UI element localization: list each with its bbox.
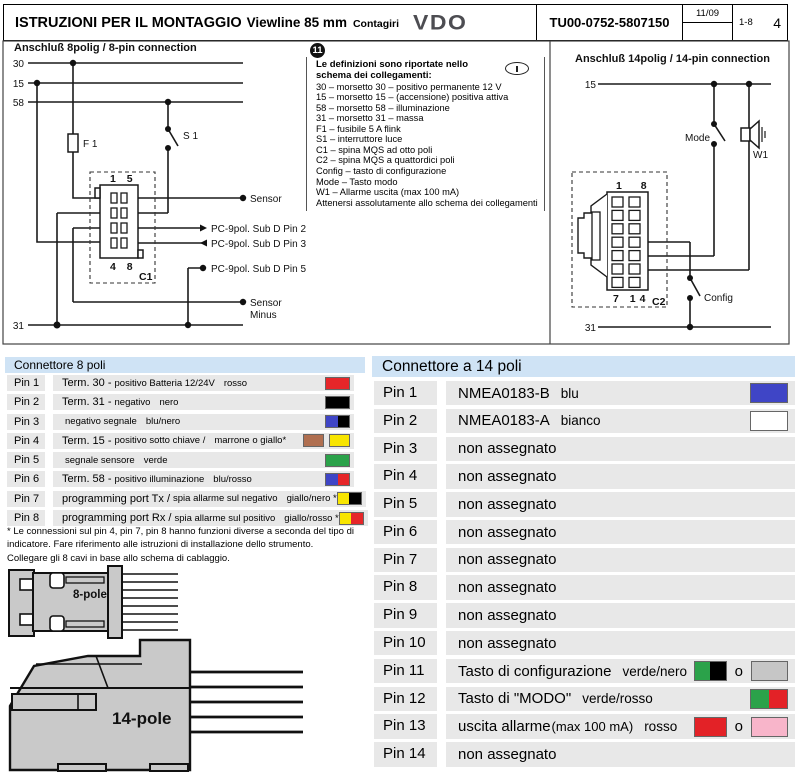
pin-label: Pin 10 [374,631,437,655]
connector-c1-body [100,185,138,258]
color-swatch [325,377,350,390]
product-type: Contagiri [352,18,400,30]
table-row [7,433,354,449]
color-swatch-segment [340,513,352,524]
table8-title: Connettore 8 poli [5,357,365,373]
wire-color-name: giallo/rosso * [284,512,339,524]
color-swatch [694,717,727,737]
pin-description [446,492,795,516]
table-row [374,631,795,655]
indicator-lamp-icon [505,62,529,75]
wire-color-name: verde/nero [622,663,687,679]
terminal-30-label: 30 [12,59,24,70]
pin-function-text: non assegnato [458,579,557,597]
table-row [374,520,795,544]
table-row [7,414,354,430]
sensor-minus-label-2: Minus [250,310,277,321]
terminal-31-label-14: 31 [584,323,596,334]
color-swatch-segment [710,662,726,680]
pc-pin3-label: PC-9pol. Sub D Pin 3 [211,239,307,250]
wires-14pole [190,672,303,732]
config-switch-label: Config [704,293,733,304]
pin-function-detail: negativo [114,396,151,408]
wire-color-name: blu/nero [145,416,181,428]
color-swatch [751,661,788,681]
connector-c1-tab-bottom [138,250,143,258]
legend-box [306,57,545,211]
wire-color-swatches [325,377,350,390]
color-swatch-segment [695,662,711,680]
c2-pins-top-label: 1 8 [616,180,655,192]
pin-description [53,491,366,507]
color-swatch-segment [330,435,349,446]
pin-description [53,394,354,410]
pin-label: Pin 8 [7,510,45,526]
wire-color-name: blu [560,385,579,401]
connector-14pole-drawing [10,640,303,771]
terminal-15-label-14: 15 [584,80,596,91]
pin-description [446,381,795,405]
pin-function-text: non assegnato [458,551,557,569]
pin-function-text: non assegnato [458,606,557,624]
pin-function-detail: positivo sotto chiave / [114,435,206,447]
wire-color-name: nero [159,396,179,408]
wire-color-name: verde/rosso [582,691,653,707]
pin-function-text: NMEA0183-B [458,384,550,402]
wire-15-to-pin4 [37,83,100,242]
color-swatch-segment [326,474,338,485]
or-label: o [734,718,743,736]
pin-description [446,575,795,599]
pin-function-detail: positivo illuminazione [114,473,205,485]
pin-label: Pin 13 [374,714,437,738]
wire-color-name: marrone o giallo* [214,435,287,447]
wire-color-swatches [325,415,350,428]
pin-description [53,375,354,391]
color-swatch [750,383,788,403]
pin-function-detail: (max 100 mA) [551,719,634,735]
pin-function-text: programming port Tx / [62,492,171,505]
schematic-8pin [13,42,307,332]
terminal-15-label: 15 [12,79,24,90]
wire-color-swatches [325,454,350,467]
wires-8pole [122,574,178,630]
wire-color-name: blu/rosso [213,473,252,485]
color-swatch [325,396,350,409]
pin-function-text: non assegnato [458,495,557,513]
revision-date: 11/09 [683,5,732,23]
legend-line: 58 – morsetto 58 – illuminazione [316,102,450,113]
terminal-31-label: 31 [12,321,24,332]
table-row [7,491,354,507]
color-swatch [329,434,350,447]
pin-function-text: Term. 30 - [62,377,112,389]
pin-function-text: non assegnato [458,634,557,652]
pc-pin2-label: PC-9pol. Sub D Pin 2 [211,224,307,235]
pin-label: Pin 2 [7,394,45,410]
sensor-minus-label-1: Sensor [250,298,282,309]
w1-label: W1 [753,150,768,161]
legend-line: 31 – morsetto 31 – massa [316,113,424,124]
wire-58-switch-to-pin6 [138,102,178,213]
color-swatch-segment [326,416,338,427]
pin-function-detail: segnale sensore [65,454,135,466]
pin-function-detail: spia allarme sul negativo [173,493,278,505]
pin-label: Pin 4 [7,433,45,449]
pin-function-text: Tasto di "MODO" [458,690,572,708]
color-swatch-segment [769,690,787,708]
table8-footnote: * Le connessioni sul pin 4, pin 7, pin 8 hanno funzioni diverse a seconda del tipo di indicatore. Fare riferimento alle istruzioni di installazione dello strumento. [7,526,354,550]
mode-switch-label: Mode [684,133,710,144]
switch-s1-label: S 1 [183,131,199,142]
arrow-right-icon [200,225,207,232]
legend-definitions [316,82,536,209]
color-swatch-segment [695,718,726,736]
c2-label: C2 [652,296,666,308]
pin-label: Pin 1 [374,381,437,405]
table-row [7,510,354,526]
pin-function-detail: spia allarme sul positivo [174,512,276,524]
color-swatch-segment [751,690,769,708]
table-row [374,492,795,516]
color-swatch-segment [304,435,323,446]
pin-label: Pin 14 [374,742,437,766]
color-swatch [750,689,788,709]
table-row [374,742,795,766]
page-range: 1-8 [739,17,753,28]
wire-color-swatches [325,473,350,486]
table-row [374,464,795,488]
color-swatch-segment [326,455,349,466]
page-title: ISTRUZIONI PER IL MONTAGGIO [15,14,242,31]
terminal-58-label: 58 [12,98,24,109]
page-number: 4 [773,14,781,31]
wire-pin2-to-ground [57,213,100,325]
color-swatch-segment [338,474,350,485]
pin-label: Pin 1 [7,375,45,391]
color-swatch [325,454,350,467]
table-row [7,452,354,468]
connector-c1-tab-top [95,188,100,198]
product-line: Viewline 85 mm [246,15,347,30]
pin-label: Pin 7 [374,548,437,572]
color-swatch-segment [326,397,349,408]
legend-line: C1 – spina MQS ad otto poli [316,144,433,155]
wire-color-name: rosso [644,719,678,735]
pin-label: Pin 9 [374,603,437,627]
legend-line: 30 – morsetto 30 – positivo permanente 12 V [316,81,502,92]
connector-8pole-drawing [9,566,178,638]
schematic-14pin-title: Anschluß 14polig / 14-pin connection [575,53,770,65]
table-row [374,575,795,599]
table-row [7,394,354,410]
wire-color-swatches [750,411,788,431]
junction-dots [34,60,246,329]
color-swatch-segment [751,384,787,402]
pin-description [446,742,795,766]
wire-color-name: rosso [223,377,248,389]
table14-title: Connettore a 14 poli [372,356,795,377]
color-swatch-segment [751,412,787,430]
pin-description [53,471,354,487]
color-swatch [751,717,788,737]
pin-function-text: non assegnato [458,523,557,541]
pin-description [446,687,795,711]
pin-description [446,603,795,627]
pin-description [446,659,795,683]
color-swatch [750,411,788,431]
pin-label: Pin 5 [374,492,437,516]
wire-color-name: verde [143,454,168,466]
speaker-icon [741,121,765,148]
legend-line: Attenersi assolutamente allo schema dei collegamenti [316,197,538,208]
pin-description [53,414,354,430]
fuse-f1-label: F 1 [83,139,98,150]
legend-line: C2 – spina MQS a quattordici poli [316,155,455,166]
pin-label: Pin 5 [7,452,45,468]
pin-label: Pin 6 [374,520,437,544]
sensor-label: Sensor [250,194,282,205]
pin-label: Pin 2 [374,409,437,433]
color-swatch [339,512,364,525]
wire-pc-pin5-to-ground [188,268,201,325]
pin-function-text: NMEA0183-A [458,412,550,430]
schematic-8pin-title: Anschluß 8polig / 8-pin connection [14,42,197,54]
table8-rows [7,375,354,529]
wire-mode-switch [641,84,725,256]
color-swatch-segment [752,718,787,736]
wire-color-swatches [337,492,362,505]
table-row [374,714,795,738]
table-row [374,409,795,433]
pin-description [53,452,354,468]
wire-color-swatches [339,512,364,525]
table-row [7,471,354,487]
pin-function-detail: negativo segnale [65,416,137,428]
pc-pin5-label: PC-9pol. Sub D Pin 5 [211,264,307,275]
pin-label: Pin 3 [374,437,437,461]
c1-pins-top-label: 1 5 [110,173,137,185]
color-swatch-segment [338,493,350,504]
table-row [374,603,795,627]
table-row [374,659,795,683]
table-row [374,687,795,711]
legend-line: Config – tasto di configurazione [316,165,447,176]
pin-function-text: Tasto di configurazione [458,662,612,680]
wire-color-swatches [694,661,788,681]
pin-function-text: non assegnato [458,440,557,458]
color-swatch [325,473,350,486]
label-8pole: 8-pole [73,589,107,601]
pin-description [446,409,795,433]
wire-color-name: bianco [560,413,601,429]
color-swatch-segment [338,416,350,427]
pin-function-text: Term. 15 - [62,434,112,447]
wire-color-swatches [750,383,788,403]
table-row [374,381,795,405]
pin-label: Pin 11 [374,659,437,683]
table-row [374,548,795,572]
wire-color-swatches [750,689,788,709]
arrow-left-icon [200,240,207,247]
wire-color-swatches [694,717,788,737]
pin-description [446,714,795,738]
connector-c2-plug-terminal [592,212,600,260]
pin-description [446,520,795,544]
indicator-lamp-bar [516,66,518,72]
pin-label: Pin 7 [7,491,45,507]
document-number: TU00-0752-5807150 [549,15,670,30]
pin-function-text: non assegnato [458,468,557,486]
pin-description [53,510,368,526]
table14-rows [374,381,795,770]
legend-line: S1 – interruttore luce [316,134,403,145]
or-label: o [734,662,743,680]
table-row [374,437,795,461]
color-swatch [694,661,727,681]
pin-label: Pin 4 [374,464,437,488]
legend-line: W1 – Allarme uscita (max 100 mA) [316,187,460,198]
pin-label: Pin 12 [374,687,437,711]
pin-description [446,437,795,461]
table8-wiring-note: Collegare gli 8 cavi in base allo schema di cablaggio. [7,553,230,564]
step-11-badge: 11 [310,43,325,58]
pin-function-text: non assegnato [458,745,557,763]
color-swatch-segment [326,378,349,389]
pin-label: Pin 3 [7,414,45,430]
wire-color-swatches [325,396,350,409]
pin-function-text: programming port Rx / [62,512,172,525]
pin-function-text: Term. 58 - [62,473,112,486]
label-14pole: 14-pole [112,709,172,728]
schematic-14pin [572,53,771,334]
legend-line: Mode – Tasto modo [316,176,398,187]
c2-pins-bottom-label: 7 14 [613,293,650,305]
wire-color-swatches [303,434,350,447]
c1-label: C1 [139,271,153,283]
pin-function-detail: positivo Batteria 12/24V [114,377,215,389]
pin-description [446,464,795,488]
wire-config-switch [641,242,700,327]
pin-label: Pin 8 [374,575,437,599]
c1-pins-bottom-label: 4 8 [110,261,137,273]
pin-description [446,631,795,655]
fuse-f1-symbol [68,134,78,152]
pin-label: Pin 6 [7,471,45,487]
color-swatch [337,492,362,505]
legend-intro: Le definizioni sono riportate nello schema dei collegamenti: [316,59,469,81]
wire-color-name: giallo/nero * [286,493,337,505]
legend-line: 15 – morsetto 15 – (accensione) positiva attiva [316,92,509,103]
color-swatch-segment [349,493,361,504]
pin-function-text: Term. 31 - [62,396,112,409]
color-swatch [325,415,350,428]
pin-description [53,433,354,449]
vdo-logo: VDO [413,10,468,34]
pin-function-text: uscita allarme [458,718,551,736]
color-swatch-segment [351,513,363,524]
color-swatch [303,434,324,447]
pin-description [446,548,795,572]
color-swatch-segment [752,662,787,680]
legend-line: F1 – fusibile 5 A flink [316,123,401,134]
table-row [7,375,354,391]
